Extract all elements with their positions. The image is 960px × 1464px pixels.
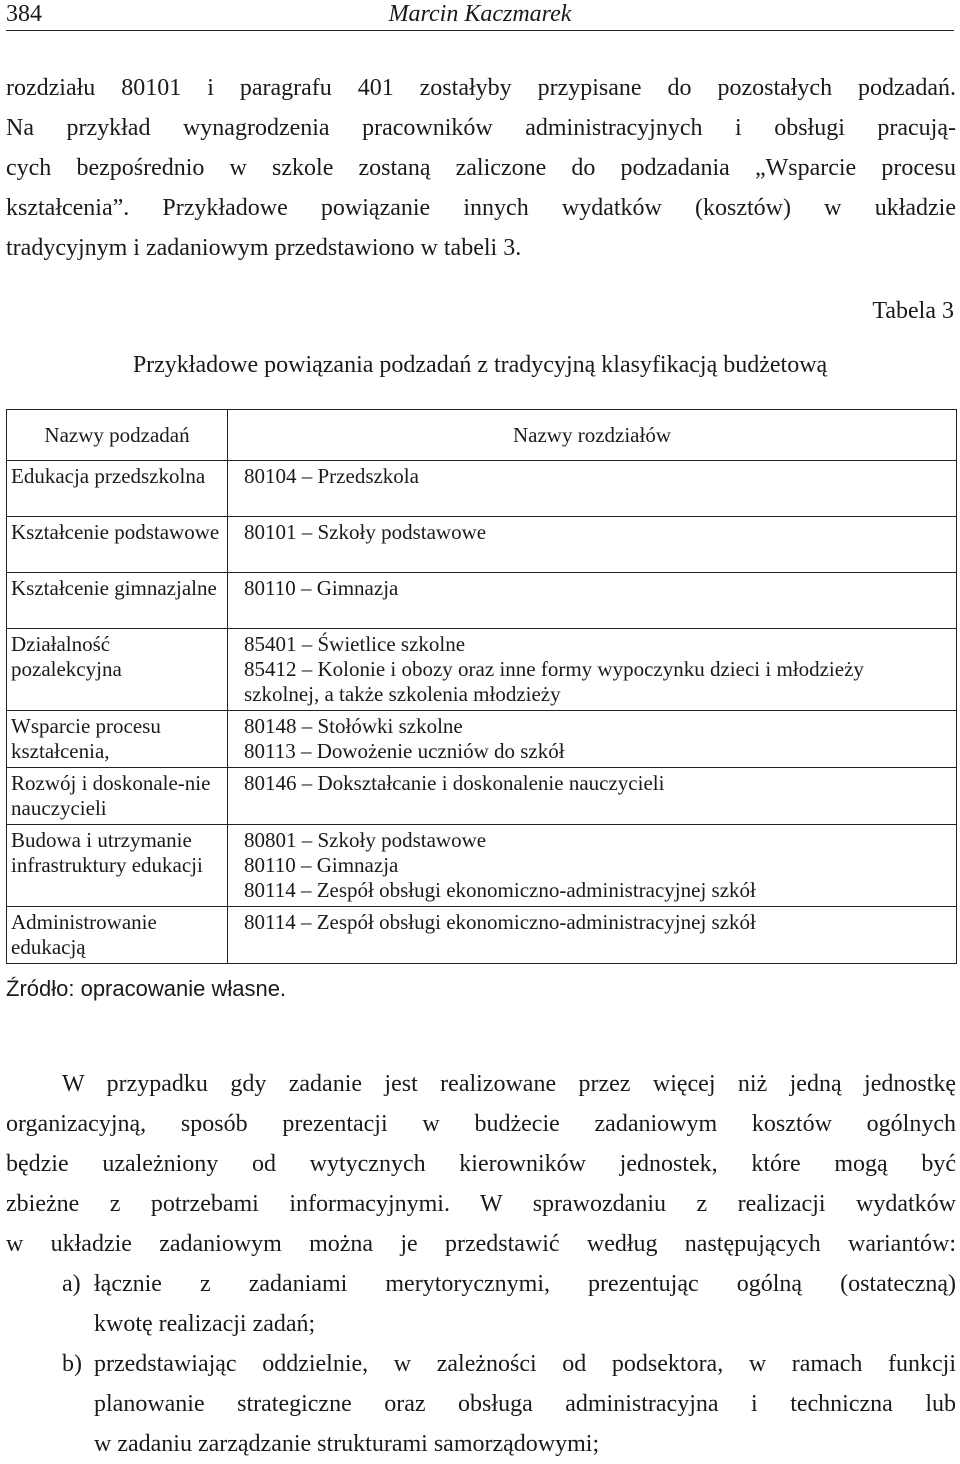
chapter-line: 80801 – Szkoły podstawowe xyxy=(244,828,487,852)
variants-list xyxy=(6,1264,956,1464)
table-row xyxy=(7,711,957,768)
intro-line: tradycyjnym i zadaniowym przedstawiono w tabeli 3. xyxy=(6,235,522,261)
body-line: będzie uzależniony od wytycznych kierowników jednostek, które mogą być xyxy=(6,1151,956,1177)
task-cell: Rozwój i doskonale-nie nauczycieli xyxy=(7,768,228,825)
chapter-cell xyxy=(228,573,957,629)
body-line: w układzie zadaniowym można je przedstawić według następujących wariantów: xyxy=(6,1231,956,1257)
chapter-cell xyxy=(228,825,957,907)
chapter-line: 80110 – Gimnazja xyxy=(244,576,399,600)
chapter-line: 80101 – Szkoły podstawowe xyxy=(244,520,487,544)
table-row xyxy=(7,768,957,825)
task-cell: Budowa i utrzymanie infrastruktury edukacji xyxy=(7,825,228,907)
task-cell: Działalność pozalekcyjna xyxy=(7,629,228,711)
budget-mapping-table xyxy=(6,409,957,964)
chapter-line: szkolnej, a także szkolenia młodzieży xyxy=(244,682,561,706)
list-line: w zadaniu zarządzanie strukturami samorządowymi; xyxy=(94,1431,600,1457)
list-line: kwotę realizacji zadań; xyxy=(94,1311,316,1337)
page-number: 384 xyxy=(6,1,42,27)
chapter-line: 80114 – Zespół obsługi ekonomiczno-administracyjnej szkół xyxy=(244,878,756,902)
intro-line: Na przykład wynagrodzenia pracowników administracyjnych i obsługi pracują- xyxy=(6,115,956,141)
chapter-line: 80148 – Stołówki szkolne xyxy=(244,714,463,738)
chapter-line: 80110 – Gimnazja xyxy=(244,853,399,877)
task-cell: Wsparcie procesu kształcenia, xyxy=(7,711,228,768)
chapter-line: 85412 – Kolonie i obozy oraz inne formy wypoczynku dzieci i młodzieży xyxy=(244,657,864,681)
chapter-cell xyxy=(228,768,957,825)
table-row xyxy=(7,825,957,907)
intro-paragraph xyxy=(6,68,956,268)
chapter-cell xyxy=(228,907,957,964)
header-chapter-names: Nazwy rozdziałów xyxy=(228,410,957,461)
list-item xyxy=(6,1344,956,1464)
running-head-author: Marcin Kaczmarek xyxy=(388,1,572,27)
body-line: organizacyjną, sposób prezentacji w budżecie zadaniowym kosztów ogólnych xyxy=(6,1111,956,1137)
table-title: Przykładowe powiązania podzadań z tradycyjną klasyfikacją budżetową xyxy=(132,352,828,378)
list-marker: b) xyxy=(62,1351,82,1377)
chapter-cell xyxy=(228,629,957,711)
table-source-note: Źródło: opracowanie własne. xyxy=(6,976,287,1001)
table-header-row xyxy=(7,410,957,461)
task-cell: Edukacja przedszkolna xyxy=(7,461,228,517)
chapter-line: 85401 – Świetlice szkolne xyxy=(244,632,466,656)
table-row xyxy=(7,461,957,517)
table-row xyxy=(7,517,957,573)
task-cell: Kształcenie podstawowe xyxy=(7,517,228,573)
table-row xyxy=(7,907,957,964)
body-paragraph xyxy=(6,1064,956,1264)
table-row xyxy=(7,573,957,629)
intro-line: kształcenia”. Przykładowe powiązanie innych wydatków (kosztów) w układzie xyxy=(6,195,956,221)
list-line: łącznie z zadaniami merytorycznymi, prezentując ogólną (ostateczną) xyxy=(94,1271,956,1297)
chapter-cell xyxy=(228,711,957,768)
chapter-line: 80146 – Dokształcanie i doskonalenie nauczycieli xyxy=(244,771,665,795)
header-task-names: Nazwy podzadań xyxy=(7,410,228,461)
running-head xyxy=(6,0,954,31)
intro-line: rozdziału 80101 i paragrafu 401 zostałyby przypisane do pozostałych podzadań. xyxy=(6,75,956,101)
chapter-line: 80113 – Dowożenie uczniów do szkół xyxy=(244,739,565,763)
intro-line: cych bezpośrednio w szkole zostaną zaliczone do podzadania „Wsparcie procesu xyxy=(6,155,956,181)
body-line: W przypadku gdy zadanie jest realizowane przez więcej niż jedną jednostkę xyxy=(62,1071,956,1097)
task-cell: Administrowanie edukacją xyxy=(7,907,228,964)
table-row xyxy=(7,629,957,711)
table-label: Tabela 3 xyxy=(872,298,954,324)
list-line: planowanie strategiczne oraz obsługa administracyjna i techniczna lub xyxy=(94,1391,956,1417)
chapter-cell xyxy=(228,517,957,573)
task-cell: Kształcenie gimnazjalne xyxy=(7,573,228,629)
list-marker: a) xyxy=(62,1271,81,1297)
chapter-cell xyxy=(228,461,957,517)
chapter-line: 80114 – Zespół obsługi ekonomiczno-administracyjnej szkół xyxy=(244,910,756,934)
list-item xyxy=(6,1264,956,1344)
chapter-line: 80104 – Przedszkola xyxy=(244,464,419,488)
body-line: zbieżne z potrzebami informacyjnymi. W sprawozdaniu z realizacji wydatków xyxy=(6,1191,956,1217)
list-line: przedstawiając oddzielnie, w zależności od podsektora, w ramach funkcji xyxy=(94,1351,956,1377)
